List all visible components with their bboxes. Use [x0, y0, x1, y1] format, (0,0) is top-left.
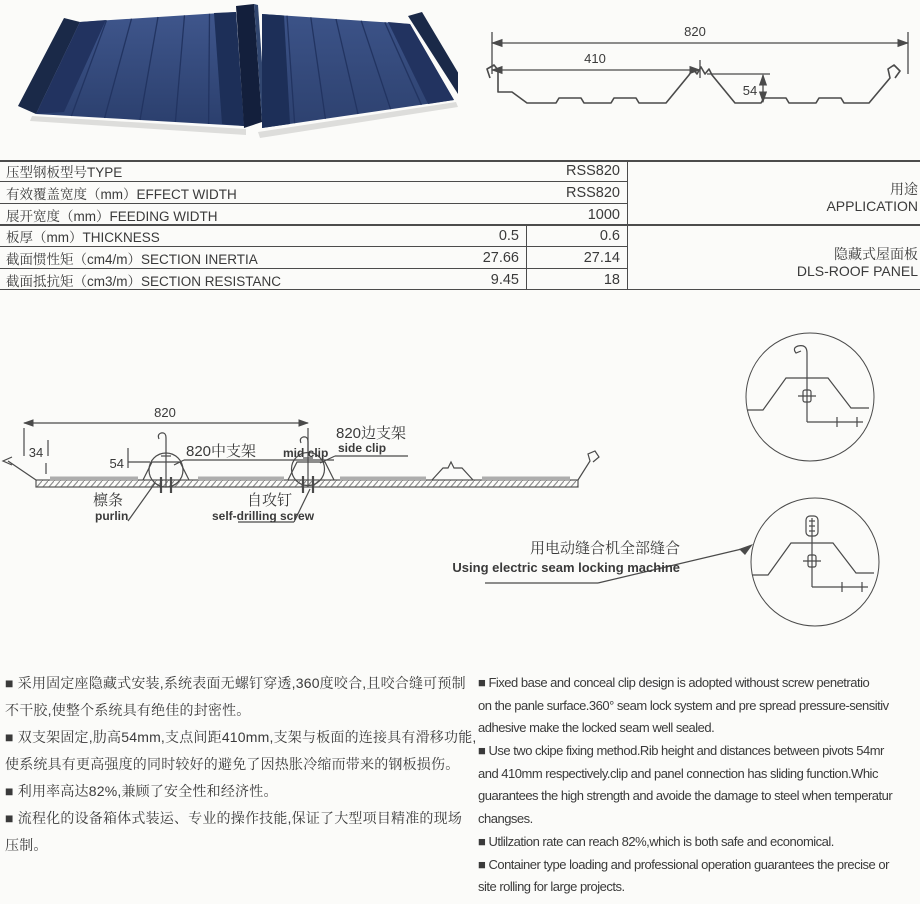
table-row — [0, 225, 627, 247]
feature-line: adhesive make the locked seam well sealed. — [478, 720, 715, 736]
row-value: RSS820 — [565, 162, 620, 179]
row-value-06: 0.6 — [599, 227, 620, 244]
screw-label-zh: 自攻钉 — [247, 492, 293, 509]
side-clip-label-en: side clip — [338, 441, 387, 455]
purlin-label-zh: 檩条 — [93, 492, 124, 509]
profile-drawing — [460, 8, 920, 140]
purlin-label-en: purlin — [95, 509, 129, 523]
feature-line: ■ Utlilzation rate can reach 82%,which is both safe and economical. — [478, 833, 834, 849]
mid-clip-label-zh: 820中支架 — [186, 443, 257, 460]
panel-type-zh: 隐藏式屋面板 — [834, 246, 918, 262]
feature-line: ■ Fixed base and conceal clip design is adopted withoust screw penetratio — [478, 675, 870, 690]
install-dim-820: 820 — [154, 405, 176, 420]
table-row — [0, 182, 627, 204]
table-row — [0, 160, 627, 182]
table-row — [0, 269, 627, 290]
leader-arrowhead — [739, 544, 753, 555]
dim-820-label: 820 — [684, 24, 706, 39]
install-dim-34: 34 — [28, 445, 44, 460]
product-photo — [8, 2, 458, 150]
side-clip-rib — [288, 462, 334, 480]
row-label: 有效覆盖宽度（mm）EFFECT WIDTH — [6, 186, 237, 202]
feature-line: ■ Use two ckipe fixing method.Rib height and distances between pivots 54mr — [478, 743, 884, 759]
panel-profile-outline — [487, 65, 900, 103]
application-cell — [628, 160, 920, 225]
feature-line: site rolling for large projects. — [478, 879, 625, 895]
table-row — [0, 204, 627, 225]
row-value-resist-05: 9.45 — [422, 269, 527, 290]
dim-54-label: 54 — [742, 83, 758, 98]
panel-type-cell — [628, 225, 920, 290]
row-value: RSS820 — [565, 184, 620, 201]
feature-line: ■ 流程化的设备箱体式装运、专业的操作技能,保证了大型项目精准的现场 — [5, 810, 463, 826]
panel-type-en: DLS-ROOF PANEL — [796, 262, 918, 279]
detail-circle-open-seam — [746, 333, 874, 461]
feature-line: ■ Container type loading and professional operation guarantees the precise or — [478, 856, 889, 872]
spec-table — [0, 160, 628, 290]
install-dim-54: 54 — [109, 456, 124, 471]
feature-line: 不干胶,使整个系统具有绝佳的封密性。 — [5, 702, 251, 718]
row-label: 压型钢板型号TYPE — [6, 164, 123, 180]
feature-line: and 410mm respectively.clip and panel connection has sliding function.Whic — [478, 765, 878, 781]
features-chinese — [5, 670, 477, 859]
table-row — [0, 247, 627, 269]
feature-line: guarantees the high strength and avoide the damage to steel when temperatur — [478, 788, 893, 804]
seam-detail-drawing — [420, 320, 920, 655]
feature-line: ■ 双支架固定,肋高54mm,支点间距410mm,支架与板面的连接具有滑移功能, — [5, 729, 477, 745]
row-label: 板厚（mm）THICKNESS — [6, 229, 160, 245]
application-zh: 用途 — [890, 181, 918, 197]
row-value-resist-06: 18 — [603, 271, 620, 288]
feature-line: 使系统具有更高强度的同时较好的避免了因热胀冷缩而带来的钢板损伤。 — [5, 756, 460, 772]
application-en: APPLICATION — [826, 197, 918, 214]
row-value: 1000 — [587, 206, 620, 223]
row-label: 截面抵抗矩（cm3/m）SECTION RESISTANC — [6, 273, 282, 289]
feature-line: 压制。 — [5, 837, 48, 853]
seam-note-zh: 用电动缝合机全部缝合 — [529, 540, 680, 557]
row-value-inertia-06: 27.14 — [583, 249, 620, 266]
feature-line: on the panle surface.360° seam lock system and pre spread pressure-sensitiv — [478, 697, 889, 713]
features-english — [478, 672, 920, 899]
row-label: 展开宽度（mm）FEEDING WIDTH — [6, 208, 218, 224]
feature-line: ■ 利用率高达82%,兼顾了安全性和经济性。 — [5, 783, 278, 799]
seam-note-en: Using electric seam locking machine — [452, 560, 680, 575]
screw-label-en: self-drilling screw — [212, 509, 315, 523]
application-column — [628, 160, 920, 290]
row-value-05: 0.5 — [422, 225, 527, 246]
feature-line: changses. — [478, 811, 533, 827]
dim-410-label: 410 — [584, 51, 606, 66]
mid-clip-label-en: mid clip — [283, 446, 329, 460]
row-value-inertia-05: 27.66 — [422, 247, 527, 268]
side-clip-label-zh: 820边支架 — [336, 425, 407, 442]
feature-line: ■ 采用固定座隐藏式安装,系统表面无螺钉穿透,360度咬合,且咬合缝可预制 — [5, 675, 466, 691]
detail-circle-locked-seam — [751, 498, 879, 626]
row-label: 截面惯性矩（cm4/m）SECTION INERTIA — [6, 251, 258, 267]
